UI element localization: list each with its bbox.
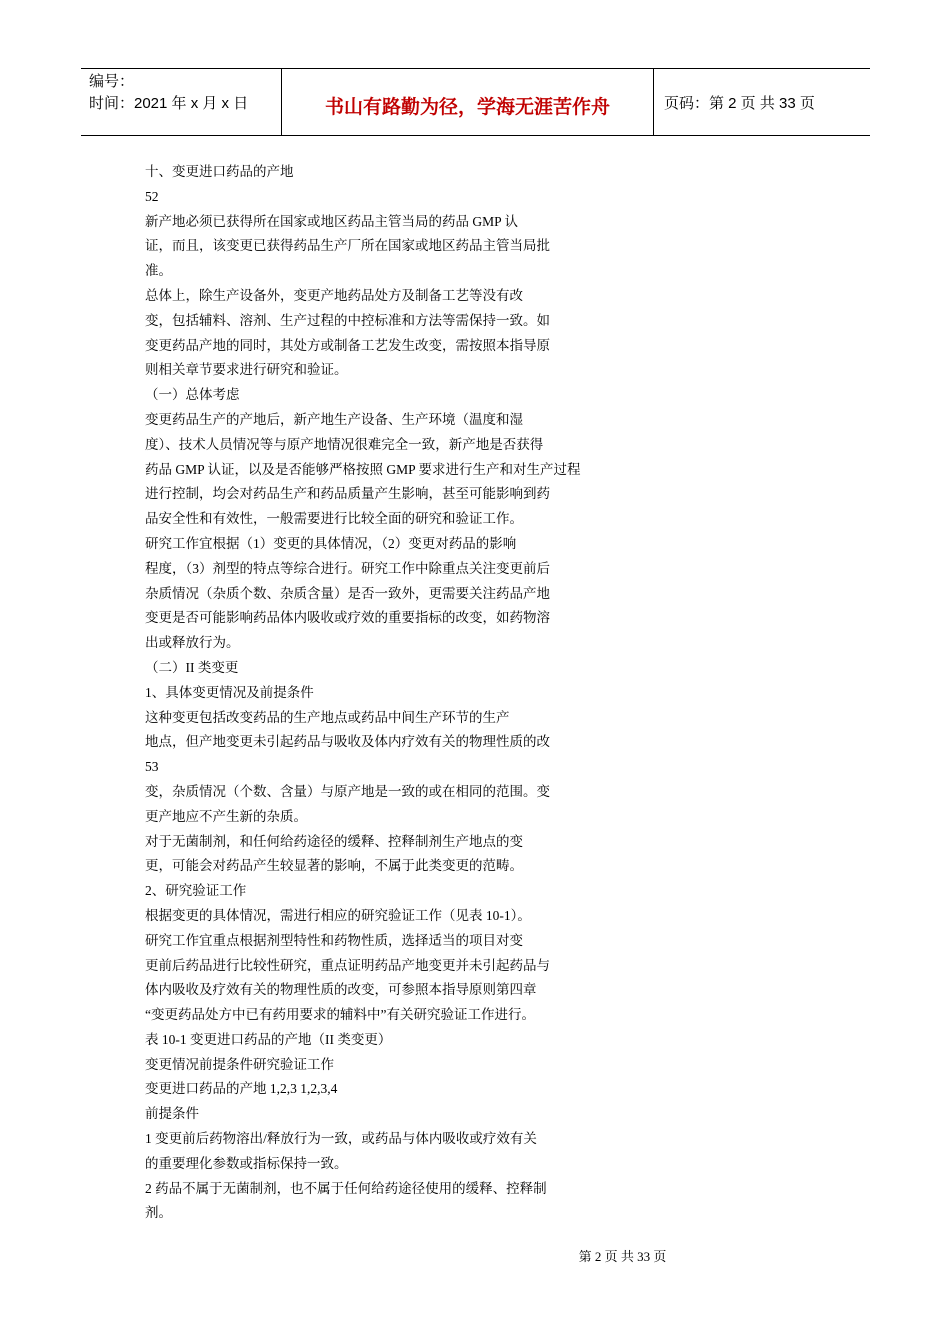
text-line: 更前后药品进行比较性研究，重点证明药品产地变更并未引起药品与 <box>145 957 550 973</box>
text-line: 变，杂质情况（个数、含量）与原产地是一致的或在相同的范围。变 <box>145 783 550 799</box>
text-line: “变更药品处方中已有药用要求的辅料中”有关研究验证工作进行。 <box>145 1007 535 1023</box>
text-line: 53 <box>145 759 159 775</box>
text-line: 对于无菌制剂，和任何给药途径的缓释、控释制剂生产地点的变 <box>145 833 523 849</box>
text-line: 52 <box>145 188 159 204</box>
text-line: 则相关章节要求进行研究和验证。 <box>145 362 348 378</box>
text-line: （一）总体考虑 <box>145 387 240 403</box>
text-line: （二）II 类变更 <box>145 659 239 675</box>
text-line: 的重要理化参数或指标保持一致。 <box>145 1155 348 1171</box>
text-line: 证，而且，该变更已获得药品生产厂所在国家或地区药品主管当局批 <box>145 238 550 254</box>
text-line: 变更情况前提条件研究验证工作 <box>145 1056 334 1072</box>
text-line: 变更药品生产的产地后，新产地生产设备、生产环境（温度和湿 <box>145 411 523 427</box>
text-line: 总体上，除生产设备外，变更产地药品处方及制备工艺等没有改 <box>145 287 523 303</box>
page-footer <box>0 1246 950 1265</box>
text-line: 这种变更包括改变药品的生产地点或药品中间生产环节的生产 <box>145 709 510 725</box>
footer-page-number: 第 2 页 共 33 页 <box>578 1249 667 1264</box>
text-line: 新产地必须已获得所在国家或地区药品主管当局的药品 GMP 认 <box>145 213 519 229</box>
text-line: 2、研究验证工作 <box>145 883 247 899</box>
text-line: 更，可能会对药品产生较显著的影响，不属于此类变更的范畴。 <box>145 858 523 874</box>
text-line: 变更进口药品的产地 1,2,3 1,2,3,4 <box>145 1081 338 1097</box>
text-line: 体内吸收及疗效有关的物理性质的改变，可参照本指导原则第四章 <box>145 982 537 998</box>
document-body <box>145 160 625 1226</box>
text-line: 十、变更进口药品的产地 <box>145 164 294 179</box>
text-line: 度）、技术人员情况等与原产地情况很难完全一致，新产地是否获得 <box>145 436 544 452</box>
header-motto-cell <box>281 69 654 135</box>
text-line: 地点，但产地变更未引起药品与吸收及体内疗效有关的物理性质的改 <box>145 734 550 750</box>
text-line: 药品 GMP 认证，以及是否能够严格按照 GMP 要求进行生产和对生产过程 <box>145 461 581 477</box>
page-header <box>81 68 870 136</box>
text-line: 杂质情况（杂质个数、杂质含量）是否一致外，更需要关注药品产地 <box>145 585 550 601</box>
header-page-info: 页码：第 2 页 共 33 页 <box>664 94 815 112</box>
text-line: 1、具体变更情况及前提条件 <box>145 684 314 700</box>
text-line: 程度，（3）剂型的特点等综合进行。研究工作中除重点关注变更前后 <box>145 560 550 576</box>
document-number-label: 编号： <box>89 73 135 90</box>
text-line: 出或释放行为。 <box>145 635 240 651</box>
text-line: 准。 <box>145 263 172 279</box>
text-line: 2 药品不属于无菌制剂，也不属于任何给药途径使用的缓释、控释制 <box>145 1180 547 1196</box>
header-motto: 书山有路勤为径，学海无涯苦作舟 <box>324 95 610 118</box>
text-line: 更产地应不产生新的杂质。 <box>145 808 307 824</box>
text-line: 前提条件 <box>145 1106 199 1122</box>
text-line: 变更是否可能影响药品体内吸收或疗效的重要指标的改变，如药物溶 <box>145 610 550 626</box>
header-page-cell <box>654 69 870 135</box>
text-line: 研究工作宜重点根据剂型特性和药物性质，选择适当的项目对变 <box>145 932 523 948</box>
text-line: 1 变更前后药物溶出/释放行为一致，或药品与体内吸收或疗效有关 <box>145 1131 537 1147</box>
text-line: 变，包括辅料、溶剂、生产过程的中控标准和方法等需保持一致。如 <box>145 312 550 328</box>
document-date-label: 时间：2021 年 x 月 x 日 <box>89 95 249 112</box>
header-meta <box>81 69 281 135</box>
text-line: 研究工作宜根据（1）变更的具体情况，（2）变更对药品的影响 <box>145 535 517 551</box>
text-line: 品安全性和有效性，一般需要进行比较全面的研究和验证工作。 <box>145 511 523 527</box>
text-line: 根据变更的具体情况，需进行相应的研究验证工作（见表 10-1）。 <box>145 907 531 923</box>
text-line: 进行控制，均会对药品生产和药品质量产生影响，甚至可能影响到药 <box>145 486 550 502</box>
text-line: 变更药品产地的同时，其处方或制备工艺发生改变，需按照本指导原 <box>145 337 550 353</box>
text-line: 剂。 <box>145 1205 172 1221</box>
text-line: 表 10-1 变更进口药品的产地（II 类变更） <box>145 1031 392 1047</box>
